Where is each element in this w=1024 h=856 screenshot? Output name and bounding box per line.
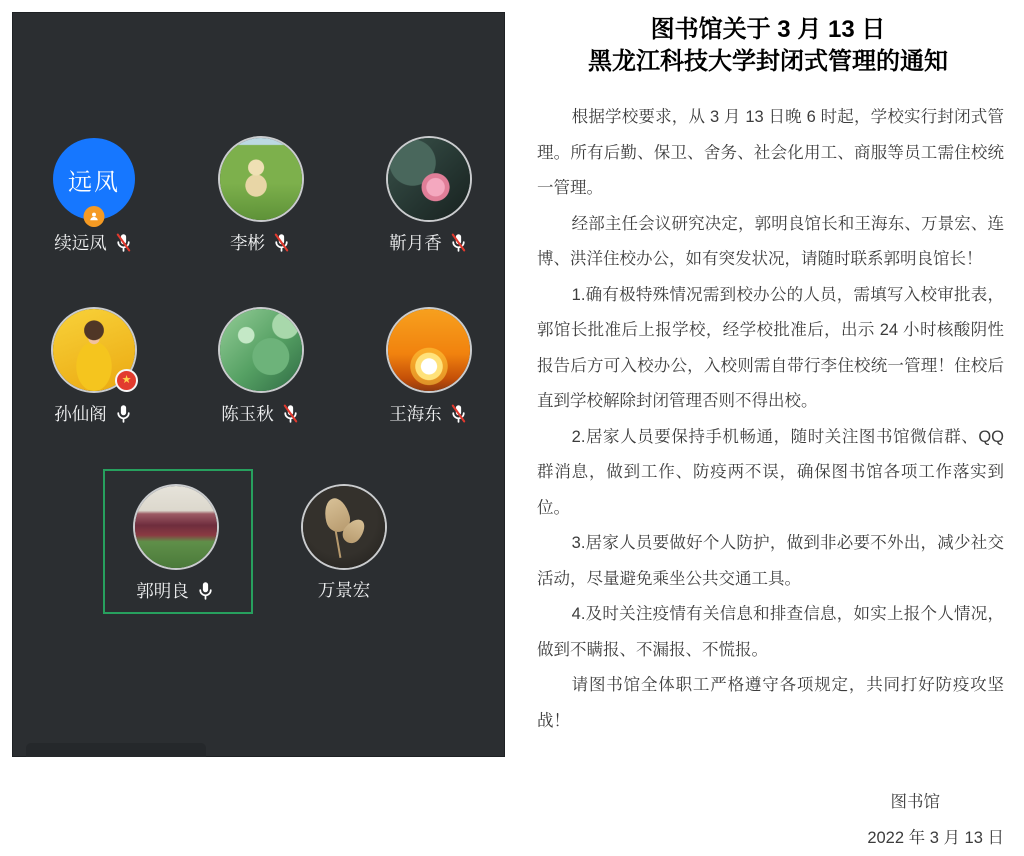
avatar-photo: [220, 309, 302, 391]
mic-on-icon: [195, 580, 216, 601]
mic-muted-icon: [280, 403, 301, 424]
flag-badge-icon: [115, 369, 138, 392]
horizontal-scrollbar[interactable]: [26, 743, 206, 757]
participant-tile-xuyuanfeng[interactable]: [19, 138, 169, 253]
participant-tile-guomingliang[interactable]: [101, 486, 251, 601]
participant-name: 郭明良: [136, 581, 189, 601]
participant-name: 靳月香: [389, 233, 442, 253]
mic-muted-icon: [113, 232, 134, 253]
participant-tile-libin[interactable]: [186, 138, 336, 253]
document-title-line1: 图书馆关于 3 月 13 日: [512, 14, 1024, 46]
avatar-photo: [388, 138, 470, 220]
mic-on-icon: [113, 403, 134, 424]
paragraph: 1.确有极特殊情况需到校办公的人员，需填写入校审批表，郭馆长批准后上报学校，经学校批准后，出示 24 小时核酸阴性报告后方可入校办公，入校则需自带行李住校统一管理！住校后直到学校解除封闭管理否则不得出校。: [537, 278, 1004, 420]
participant-name: 李彬: [230, 233, 265, 253]
paragraph: 请图书馆全体职工严格遵守各项规定，共同打好防疫攻坚战！: [537, 668, 1004, 739]
participant-tile-sunxiange[interactable]: [19, 309, 169, 424]
paragraph: 3.居家人员要做好个人防护，做到非必要不外出，减少社交活动，尽量避免乘坐公共交通工具。: [537, 526, 1004, 597]
paragraph: 4.及时关注疫情有关信息和排查信息，如实上报个人情况，做到不瞒报、不漏报、不慌报。: [537, 597, 1004, 668]
avatar-photo: [303, 486, 385, 568]
document-body: [512, 100, 1024, 739]
document-title-line2: 黑龙江科技大学封闭式管理的通知: [512, 46, 1024, 78]
participant-tile-jinyuexiang[interactable]: [354, 138, 504, 253]
paragraph: 经部主任会议研究决定，郭明良馆长和王海东、万景宏、连博、洪洋住校办公，如有突发状况，请随时联系郭明良馆长！: [537, 207, 1004, 278]
avatar-initials-text: 远凤: [53, 138, 135, 220]
avatar-photo: [135, 486, 217, 568]
document-signature: 图书馆: [512, 785, 1024, 821]
mic-muted-icon: [271, 232, 292, 253]
participant-name: 万景宏: [318, 580, 371, 600]
avatar-photo: [388, 309, 470, 391]
mic-muted-icon: [448, 403, 469, 424]
participant-name: 孙仙阁: [54, 404, 107, 424]
participant-name: 陈玉秋: [221, 404, 274, 424]
avatar-photo: [220, 138, 302, 220]
participant-name: 续远凤: [54, 233, 107, 253]
notice-document: [512, 0, 1024, 768]
avatar-photo: [53, 309, 135, 391]
host-badge-icon: [84, 206, 105, 227]
participant-tile-chenyuqiu[interactable]: [186, 309, 336, 424]
document-date: 2022 年 3 月 13 日: [512, 821, 1024, 856]
video-call-panel: [12, 12, 505, 757]
participant-tile-wanghaidong[interactable]: [354, 309, 504, 424]
avatar-initials: [53, 138, 135, 220]
participant-tile-wanjinghong[interactable]: [269, 486, 419, 600]
leaf-stem: [335, 530, 342, 558]
paragraph: 根据学校要求，从 3 月 13 日晚 6 时起，学校实行封闭式管理。所有后勤、保卫、舍务、社会化用工、商服等员工需住校统一管理。: [537, 100, 1004, 207]
mic-muted-icon: [448, 232, 469, 253]
participant-name: 王海东: [389, 404, 442, 424]
paragraph: 2.居家人员要保持手机畅通，随时关注图书馆微信群、QQ 群消息，做到工作、防疫两不误，确保图书馆各项工作落实到位。: [537, 420, 1004, 527]
